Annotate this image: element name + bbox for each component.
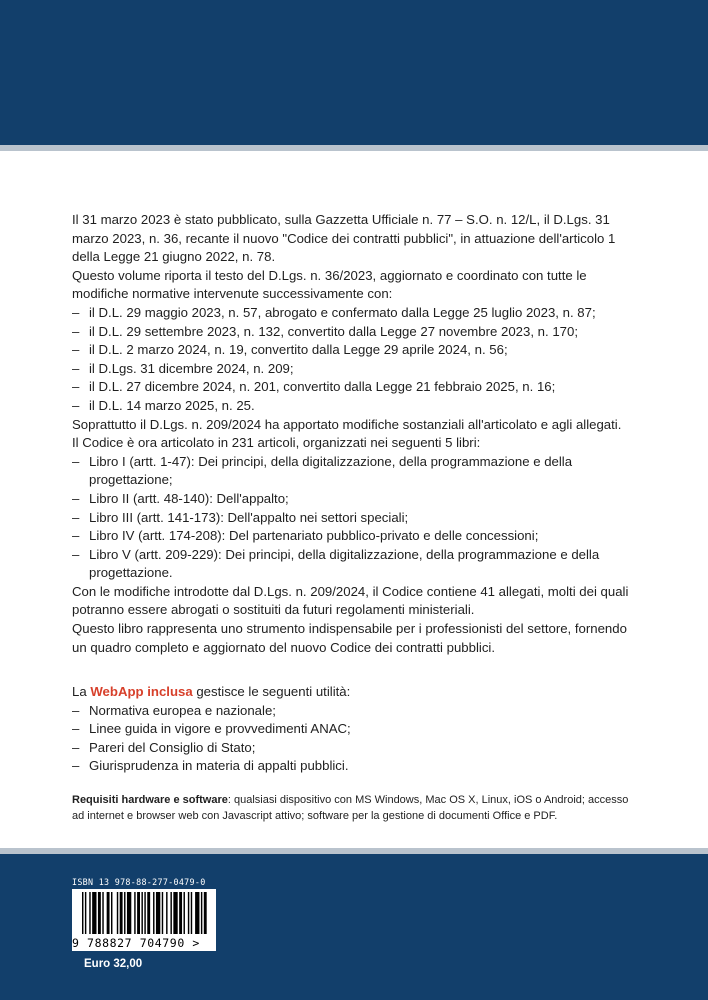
barcode-digits: 9 788827 704790 >: [72, 936, 200, 950]
books-list: [72, 453, 640, 583]
closing-paragraph: Questo libro rappresenta uno strumento indispensabile per i professionisti del settore, fornendo un quadro completo e aggiornato del nuovo Codice dei contratti pubblici.: [72, 621, 627, 655]
webapp-section: [72, 683, 640, 776]
list-item: – il D.L. 2 marzo 2024, n. 19, convertito dalla Legge 29 aprile 2024, n. 56;: [72, 341, 640, 360]
back-cover-text: [72, 211, 640, 657]
webapp-suffix: gestisce le seguenti utilità:: [192, 684, 351, 699]
list-item: – Linee guida in vigore e provvedimenti ANAC;: [72, 720, 640, 739]
webapp-intro: [72, 683, 640, 702]
intro-paragraph: Questo volume riporta il testo del D.Lgs. n. 36/2023, aggiornato e coordinato con tutte le modifiche normative intervenute successivamente con:: [72, 267, 587, 302]
requirements-note: [72, 792, 640, 825]
intro-paragraph: Il 31 marzo 2023 è stato pubblicato, sulla Gazzetta Ufficiale n. 77 – S.O. n. 12/L, il D.Lgs. 31 marzo 2023, n. 36, recante il nuovo "Codice dei contratti pubblici", in attuazione dell'articolo 1 della Legge 21 giugno 2022, n. 78.: [72, 212, 616, 265]
middle-paragraph: Il Codice è ora articolato in 231 articoli, organizzati nei seguenti 5 libri:: [72, 435, 481, 451]
webapp-highlight: WebApp inclusa: [90, 684, 193, 699]
price: Euro 32,00: [84, 958, 143, 970]
list-item: – Libro V (artt. 209-229): Dei principi, della digitalizzazione, della programmazione e della progettazione.: [72, 546, 640, 583]
list-item: – Pareri del Consiglio di Stato;: [72, 739, 640, 758]
barcode-bars: [72, 889, 216, 936]
top-cover-band: [0, 0, 708, 145]
list-item: – il D.L. 27 dicembre 2024, n. 201, convertito dalla Legge 21 febbraio 2025, n. 16;: [72, 378, 640, 397]
list-item: – il D.L. 29 settembre 2023, n. 132, convertito dalla Legge 27 novembre 2023, n. 170;: [72, 323, 640, 342]
requirements-text: : qualsiasi dispositivo con MS Windows, Mac OS X, Linux, iOS o Android; accesso ad internet e browser web con Javascript attivo; software per la gestione di documenti Office e PDF.: [72, 794, 629, 823]
list-item: – Normativa europea e nazionale;: [72, 702, 640, 721]
isbn-label: ISBN 13 978-88-277-0479-0: [72, 877, 206, 887]
list-item: – il D.L. 14 marzo 2025, n. 25.: [72, 397, 640, 416]
top-divider-stripe: [0, 145, 708, 151]
requirements-label: Requisiti hardware e software: [72, 794, 228, 806]
webapp-prefix: La: [72, 684, 91, 699]
closing-paragraph: Con le modifiche introdotte dal D.Lgs. n. 209/2024, il Codice contiene 41 allegati, molti dei quali potranno essere abrogati o sostituiti da futuri regolamenti ministeriali.: [72, 583, 629, 618]
amendments-list: [72, 304, 640, 416]
middle-paragraph: Soprattutto il D.Lgs. n. 209/2024 ha apportato modifiche sostanziali all'articolato e agli allegati.: [72, 416, 622, 432]
list-item: – Giurisprudenza in materia di appalti pubblici.: [72, 757, 640, 776]
webapp-list: [72, 702, 640, 776]
list-item: – Libro I (artt. 1-47): Dei principi, della digitalizzazione, della programmazione e della progettazione;: [72, 453, 640, 490]
list-item: – Libro II (artt. 48-140): Dell'appalto;: [72, 490, 640, 509]
list-item: – il D.Lgs. 31 dicembre 2024, n. 209;: [72, 360, 640, 379]
list-item: – il D.L. 29 maggio 2023, n. 57, abrogato e confermato dalla Legge 25 luglio 2023, n. 87;: [72, 304, 640, 323]
list-item: – Libro III (artt. 141-173): Dell'appalto nei settori speciali;: [72, 509, 640, 528]
list-item: – Libro IV (artt. 174-208): Del partenariato pubblico-privato e delle concessioni;: [72, 527, 640, 546]
